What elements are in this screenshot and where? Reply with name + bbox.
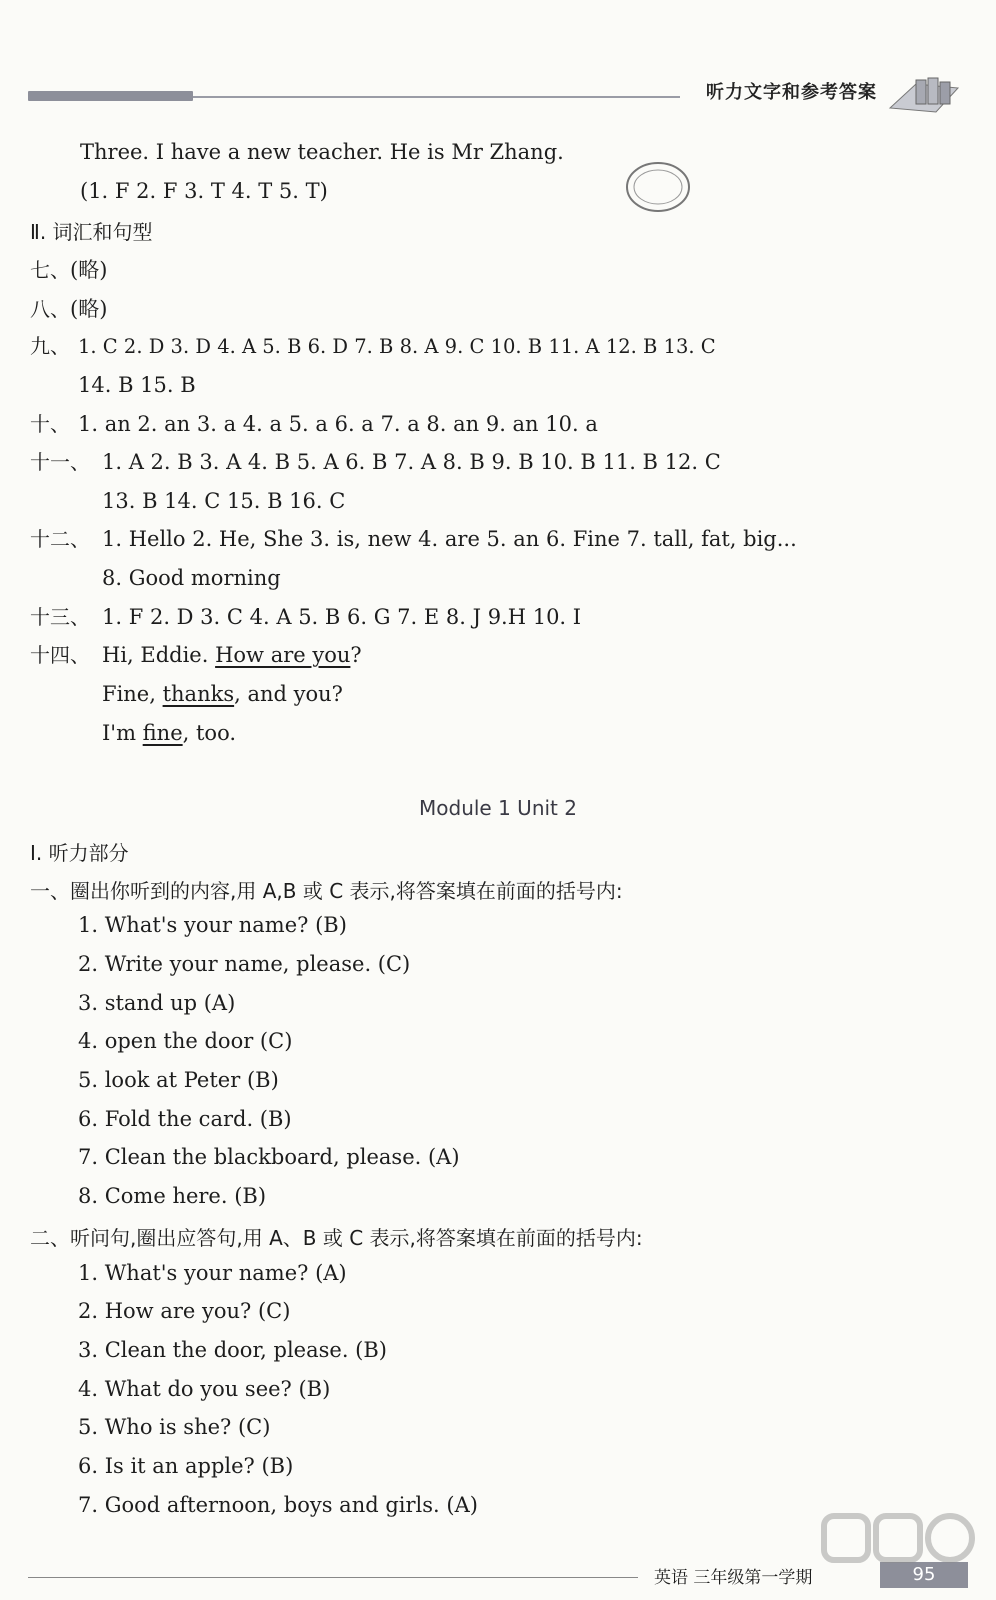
footer-rule	[28, 1577, 638, 1578]
answer-line: (1. F 2. F 3. T 4. T 5. T)	[80, 179, 328, 203]
list-item: 4. open the door (C)	[78, 1029, 293, 1053]
module-title: Module 1 Unit 2	[419, 796, 577, 820]
answer-blank: thanks	[162, 682, 235, 706]
dialogue-text: , too.	[182, 721, 237, 745]
list-item: 8. Come here. (B)	[78, 1184, 267, 1208]
answer-blank: How are you	[215, 643, 351, 667]
list-item: 5. look at Peter (B)	[78, 1068, 279, 1092]
dialogue-text: , and you?	[234, 682, 343, 706]
answer-line	[30, 526, 797, 552]
item-number: 十三、	[30, 605, 90, 629]
list-item: 6. Is it an apple? (B)	[78, 1454, 294, 1478]
answer-line	[30, 257, 107, 283]
dialogue-text: Fine,	[102, 682, 163, 706]
list-item: 5. Who is she? (C)	[78, 1415, 271, 1439]
answer-line: 13. B 14. C 15. B 16. C	[102, 489, 346, 513]
header-title: 听力文字和参考答案	[706, 82, 877, 103]
item-text: 1. an 2. an 3. a 4. a 5. a 6. a 7. a 8. an 9. an 10. a	[78, 412, 598, 436]
answer-line	[30, 333, 716, 360]
question-title: 二、听问句,圈出应答句,用 A、B 或 C 表示,将答案填在前面的括号内:	[30, 1226, 643, 1250]
item-text: 1. A 2. B 3. A 4. B 5. A 6. B 7. A 8. B 9. B 10. B 11. B 12. C	[102, 450, 721, 474]
list-item: 4. What do you see? (B)	[78, 1377, 331, 1401]
dialogue-text: I'm	[102, 721, 143, 745]
books-icon	[886, 74, 962, 114]
answer-line: Three. I have a new teacher. He is Mr Zhang.	[80, 140, 564, 164]
item-number: 十、	[30, 412, 70, 436]
dialogue-text: Hi, Eddie.	[102, 643, 216, 667]
item-number: 八、	[30, 297, 70, 321]
answer-line	[30, 449, 721, 475]
answer-line: 14. B 15. B	[78, 373, 196, 397]
answer-line	[30, 296, 107, 322]
item-number: 九、	[30, 334, 70, 358]
dialogue-line	[102, 681, 343, 707]
header-rule	[193, 96, 680, 98]
answer-blank: fine	[142, 721, 183, 745]
dialogue-line	[30, 642, 362, 668]
section-title: Ⅱ. 词汇和句型	[30, 220, 153, 244]
list-item: 7. Good afternoon, boys and girls. (A)	[78, 1493, 478, 1517]
list-item: 2. How are you? (C)	[78, 1299, 291, 1323]
footer-text: 英语 三年级第一学期	[654, 1568, 813, 1588]
answer-line	[30, 411, 598, 437]
list-item: 3. Clean the door, please. (B)	[78, 1338, 388, 1362]
section-title: Ⅰ. 听力部分	[30, 841, 129, 865]
answer-line	[30, 604, 581, 630]
item-text: (略)	[70, 258, 108, 282]
dialogue-line	[102, 720, 236, 746]
item-number: 七、	[30, 258, 70, 282]
item-text: 1. F 2. D 3. C 4. A 5. B 6. G 7. E 8. J 9.H 10. I	[102, 605, 582, 629]
item-number: 十二、	[30, 527, 90, 551]
list-item: 3. stand up (A)	[78, 991, 236, 1015]
list-item: 1. What's your name? (B)	[78, 913, 347, 937]
page-number: 95	[880, 1562, 968, 1588]
header-band	[28, 91, 193, 101]
list-item: 1. What's your name? (A)	[78, 1261, 347, 1285]
stamp-seal	[624, 160, 692, 214]
item-text: (略)	[70, 297, 108, 321]
list-item: 6. Fold the card. (B)	[78, 1107, 292, 1131]
item-text: 1. Hello 2. He, She 3. is, new 4. are 5. an 6. Fine 7. tall, fat, big...	[102, 527, 797, 551]
item-number: 十一、	[30, 450, 90, 474]
watermark-logo	[820, 1510, 980, 1570]
question-title: 一、圈出你听到的内容,用 A,B 或 C 表示,将答案填在前面的括号内:	[30, 879, 623, 903]
dialogue-text: ?	[350, 643, 362, 667]
item-text: 1. C 2. D 3. D 4. A 5. B 6. D 7. B 8. A 9. C 10. B 11. A 12. B 13. C	[78, 335, 716, 358]
list-item: 2. Write your name, please. (C)	[78, 952, 411, 976]
answer-line: 8. Good morning	[102, 566, 281, 590]
list-item: 7. Clean the blackboard, please. (A)	[78, 1145, 460, 1169]
item-number: 十四、	[30, 643, 90, 667]
